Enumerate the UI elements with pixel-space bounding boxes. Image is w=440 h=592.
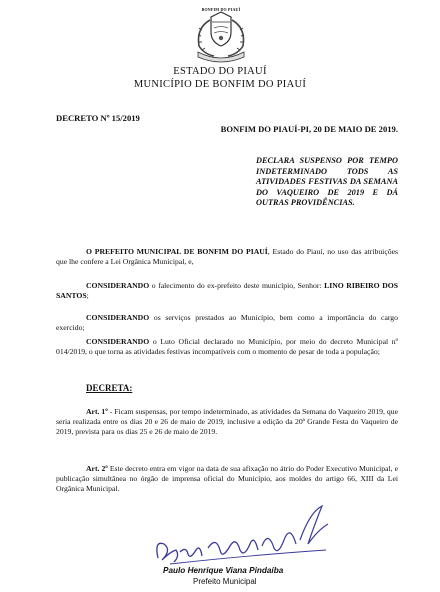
decree-summary: DECLARA SUSPENSO POR TEMPO INDETERMINADO TODS AS ATIVIDADES FESTIVAS DA SEMANA DO VAQUEIRO DE 2019 E DÁ OUTRAS PROVIDÊNCIAS. — [256, 156, 398, 208]
preamble-paragraph — [56, 247, 398, 267]
considering-text: o Luto Oficial declarado no Município, por meio do decreto Municipal nº 014/2019, o que torna as atividades festivas incompatíveis com o momento de pesar de toda a população; — [56, 337, 398, 357]
preamble-text: , Estado do Piauí, no uso das atribuições que lhe confere a Lei Orgânica Municipal, e, — [56, 247, 398, 267]
preamble-lead: O PREFEITO MUNICIPAL DE BONFIM DO PIAUÍ — [86, 247, 268, 256]
place-date: BONFIM DO PIAUÍ-PI, 20 DE MAIO DE 2019. — [220, 124, 398, 134]
considering-label: CONSIDERANDO — [86, 313, 150, 322]
article-text: - Ficam suspensas, por tempo indeterminado, as atividades da Semana do Vaqueiro 2019, que seria realizada entre os dias 20 e 26 de maio de 2019, inclusive a edição da 20ª Grande Festa do Vaqueiro de 2019, prevista para os dias 25 e 26 de maio de 2019. — [56, 407, 398, 437]
municipality-heading: MUNICÍPIO DE BONFIM DO PIAUÍ — [133, 79, 307, 90]
municipal-crest-icon — [190, 6, 252, 66]
considering-text: os serviços prestados ao Município, bem como a importância do cargo exercido; — [56, 313, 398, 333]
deceased-name: LINO RIBEIRO DOS SANTOS — [56, 281, 399, 301]
considering-1 — [56, 281, 398, 301]
article-1 — [56, 407, 398, 438]
handwritten-signature-icon — [150, 500, 335, 572]
signatory-name: Paulo Henrique Viana Pindaíba — [163, 566, 284, 575]
decree-number: DECRETO Nº 15/2019 — [56, 113, 140, 123]
considering-3 — [56, 337, 398, 357]
considering-end: ; — [86, 291, 89, 301]
state-heading: ESTADO DO PIAUÍ — [173, 66, 267, 77]
considering-label: CONSIDERANDO — [86, 281, 150, 290]
considering-text: o falecimento do ex-prefeito deste município, Senhor: — [149, 281, 325, 290]
signatory-role: Prefeito Municipal — [193, 577, 257, 586]
considering-2 — [56, 313, 398, 333]
article-text: Este decreto entra em vigor na data de sua afixação no átrio do Poder Executivo Municipal, e publicação simultânea no órgão de imprensa oficial do Município, aos moldes do artigo 66, XIII da Lei Orgânica Municipal. — [56, 464, 398, 494]
decreta-heading: DECRETA: — [86, 383, 133, 393]
crest-caption: BONFIM DO PIAUÍ — [201, 7, 241, 12]
article-label: Art. 1º — [86, 407, 108, 416]
considering-label: CONSIDERANDO — [86, 337, 150, 346]
article-label: Art. 2º — [86, 464, 108, 473]
article-2 — [56, 464, 398, 495]
